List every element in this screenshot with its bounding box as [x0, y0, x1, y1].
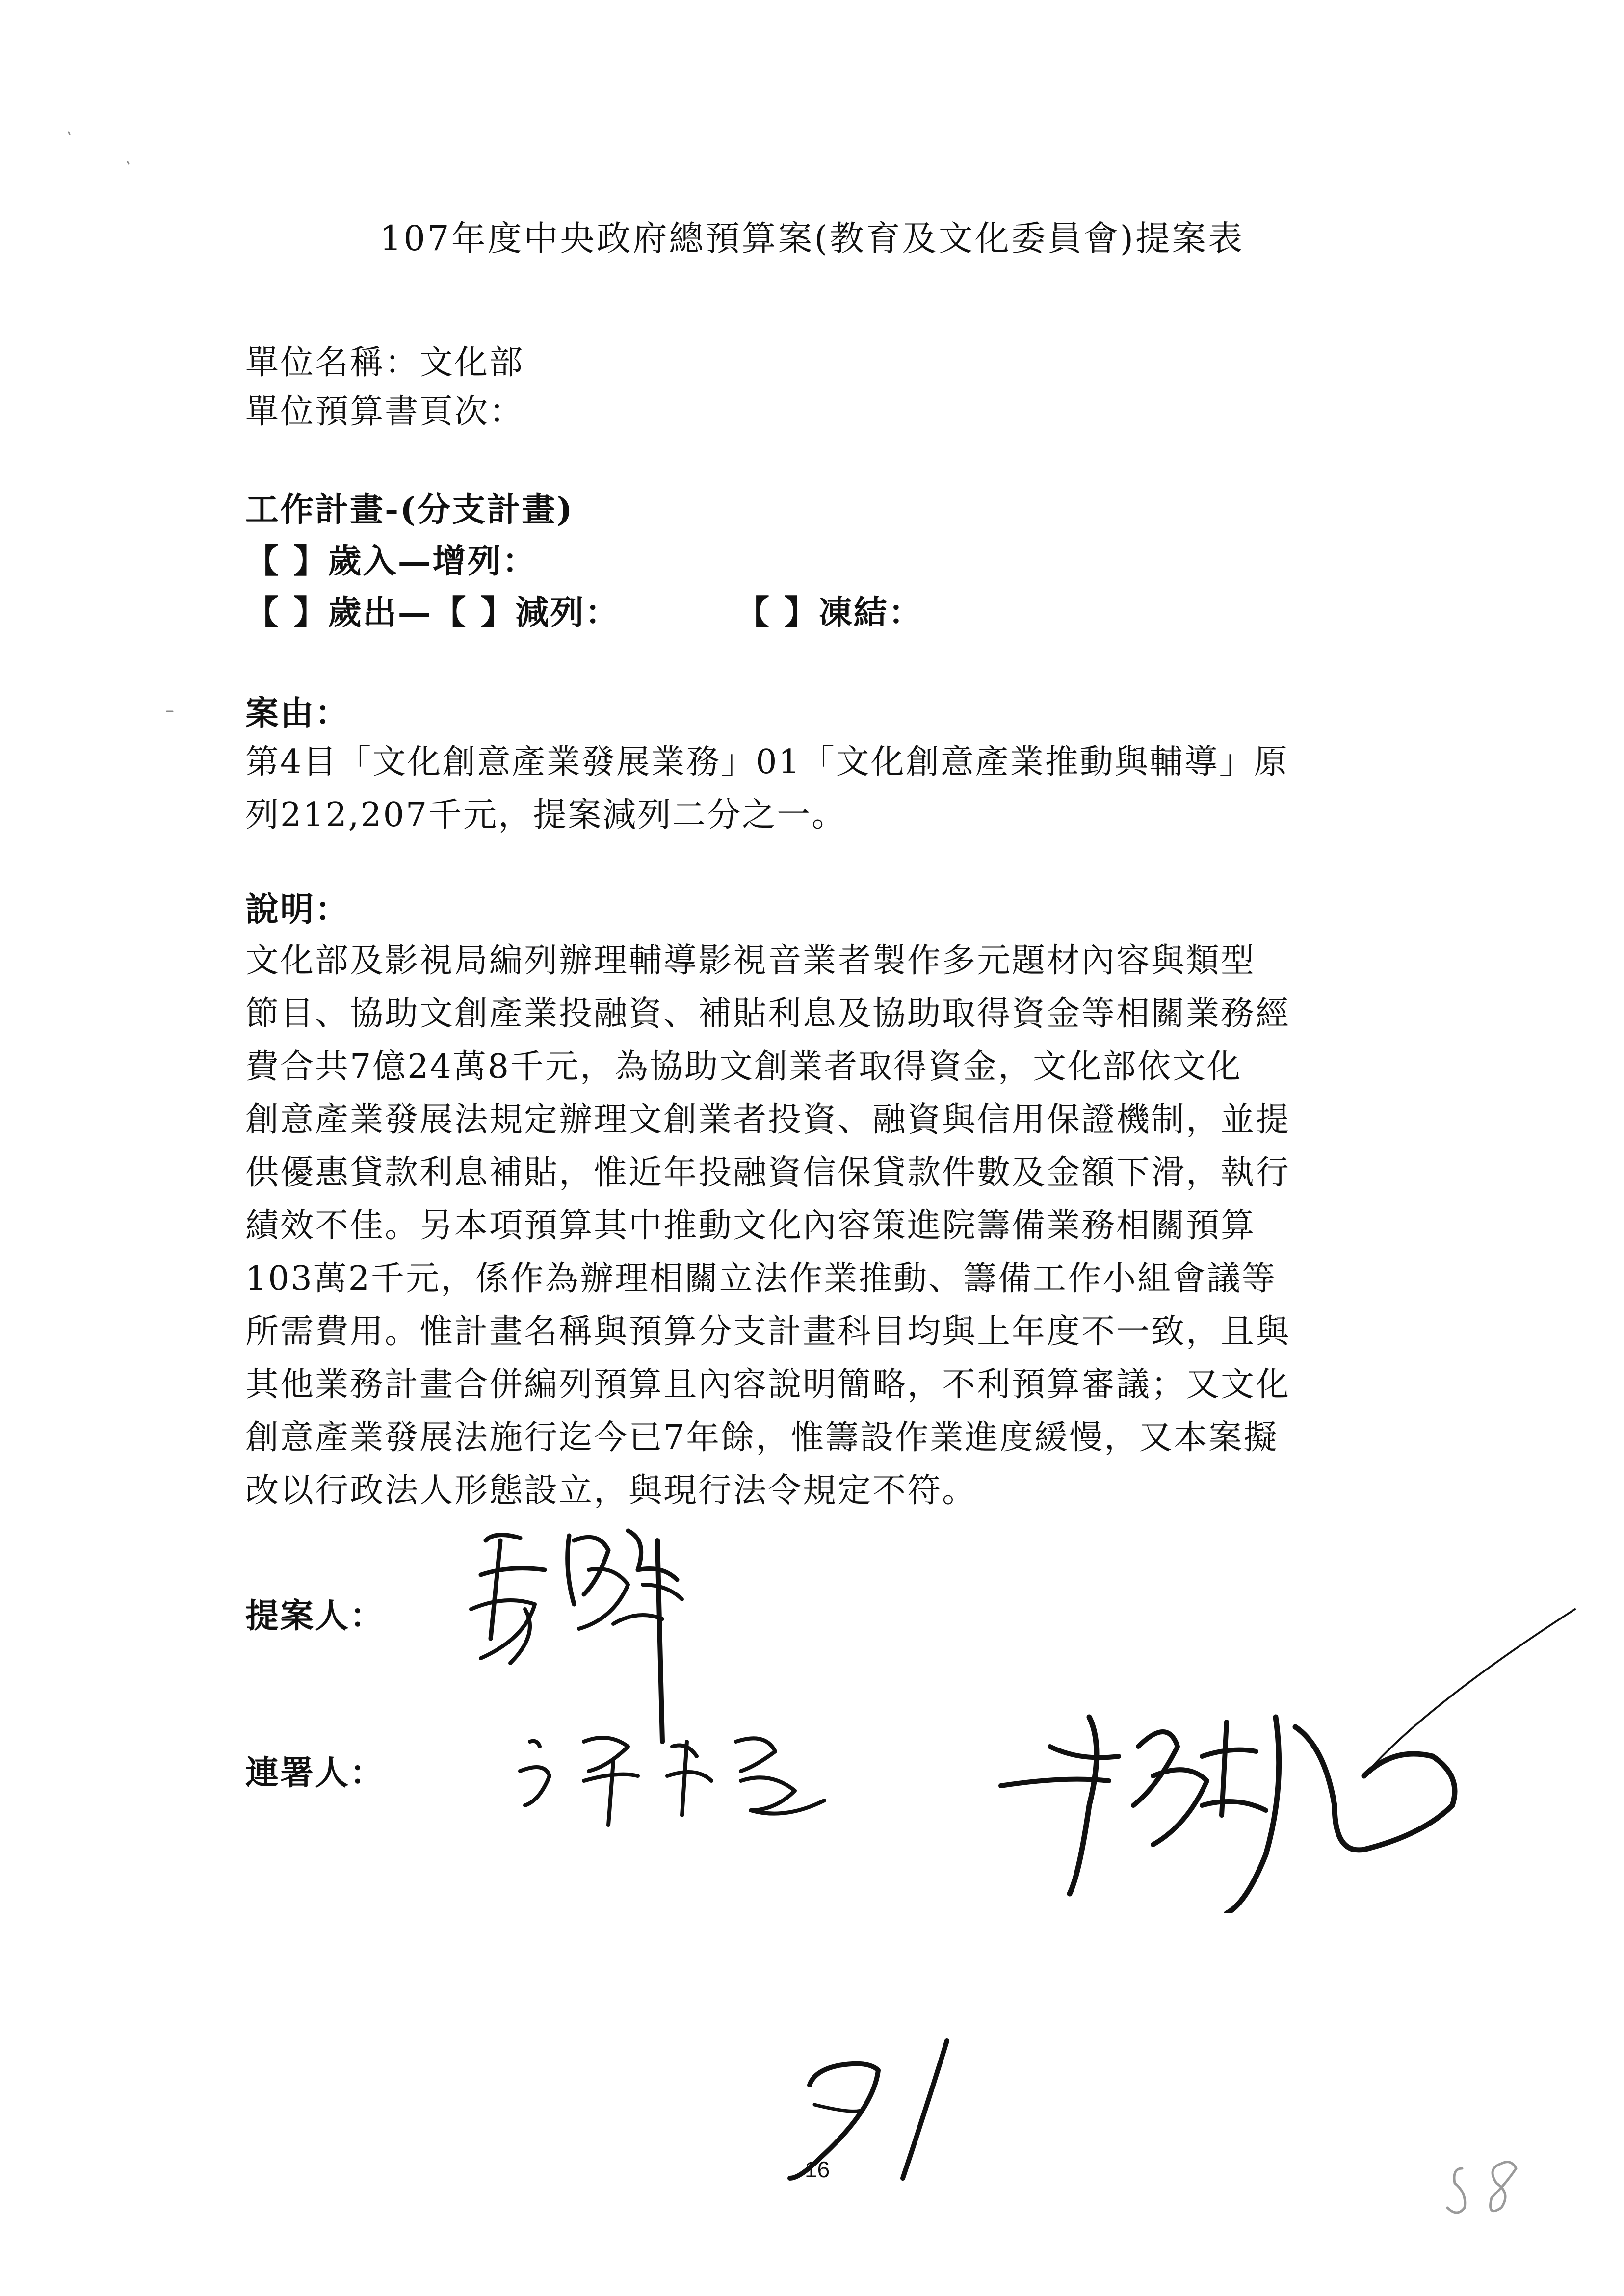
explanation-line: 節目、協助文創產業投融資、補貼利息及協助取得資金等相關業務經 [245, 994, 1291, 1033]
revenue-line: 【 】歲入—增列： [245, 542, 537, 581]
proposer-label: 提案人： [245, 1596, 385, 1636]
budget-page: 單位預算書頁次： [245, 392, 524, 431]
scan-artifacts [0, 0, 196, 736]
explanation-line: 供優惠貸款利息補貼，惟近年投融資信保貸款件數及金額下滑，執行 [245, 1153, 1291, 1192]
reason-line: 第4目「文化創意產業發展業務」01「文化創意產業推動與輔導」原 [245, 743, 1289, 782]
explanation-line: 其他業務計畫合併編列預算且內容說明簡略，不利預算審議；又文化 [245, 1365, 1291, 1404]
reason-text [245, 736, 1393, 842]
explanation-line: 創意產業發展法規定辦理文創業者投資、融資與信用保證機制，並提 [245, 1100, 1291, 1139]
cosigner-signature-2 [991, 1599, 1580, 1913]
explanation-line: 103萬2千元，係作為辦理相關立法作業推動、籌備工作小組會議等 [245, 1259, 1277, 1298]
cosigner-signature-1 [510, 1712, 854, 1830]
margin-note-58 [1442, 2149, 1550, 2227]
explanation-line: 創意產業發展法施行迄今已7年餘，惟籌設作業進度緩慢，又本案擬 [245, 1418, 1279, 1457]
work-plan: 工作計畫-(分支計畫) [245, 490, 574, 529]
explanation-line: 文化部及影視局編列辦理輔導影視音業者製作多元題材內容與類型 [245, 941, 1256, 980]
document-title: 107年度中央政府總預算案(教育及文化委員會)提案表 [379, 218, 1245, 259]
explanation-line: 費合共7億24萬8千元，為協助文創業者取得資金，文化部依文化 [245, 1047, 1242, 1086]
cosigner-label: 連署人： [245, 1753, 385, 1793]
reason-heading: 案由： [245, 694, 350, 733]
explanation-line: 所需費用。惟計畫名稱與預算分支計畫科目均與上年度不一致，且與 [245, 1312, 1291, 1351]
expenditure-line: 【 】歲出—【 】減列： [245, 593, 620, 632]
explanation-text [245, 935, 1393, 1517]
unit-name: 單位名稱：文化部 [245, 343, 524, 382]
reason-line: 列212,207千元，提案減列二分之一。 [245, 796, 847, 835]
explanation-line: 改以行政法人形態設立，與現行法令規定不符。 [245, 1471, 977, 1510]
page-number: 16 [805, 2157, 830, 2182]
explanation-line: 績效不佳。另本項預算其中推動文化內容策進院籌備業務相關預算 [245, 1206, 1256, 1245]
freeze-line: 【 】凍結： [736, 593, 923, 632]
explanation-heading: 說明： [245, 890, 350, 929]
